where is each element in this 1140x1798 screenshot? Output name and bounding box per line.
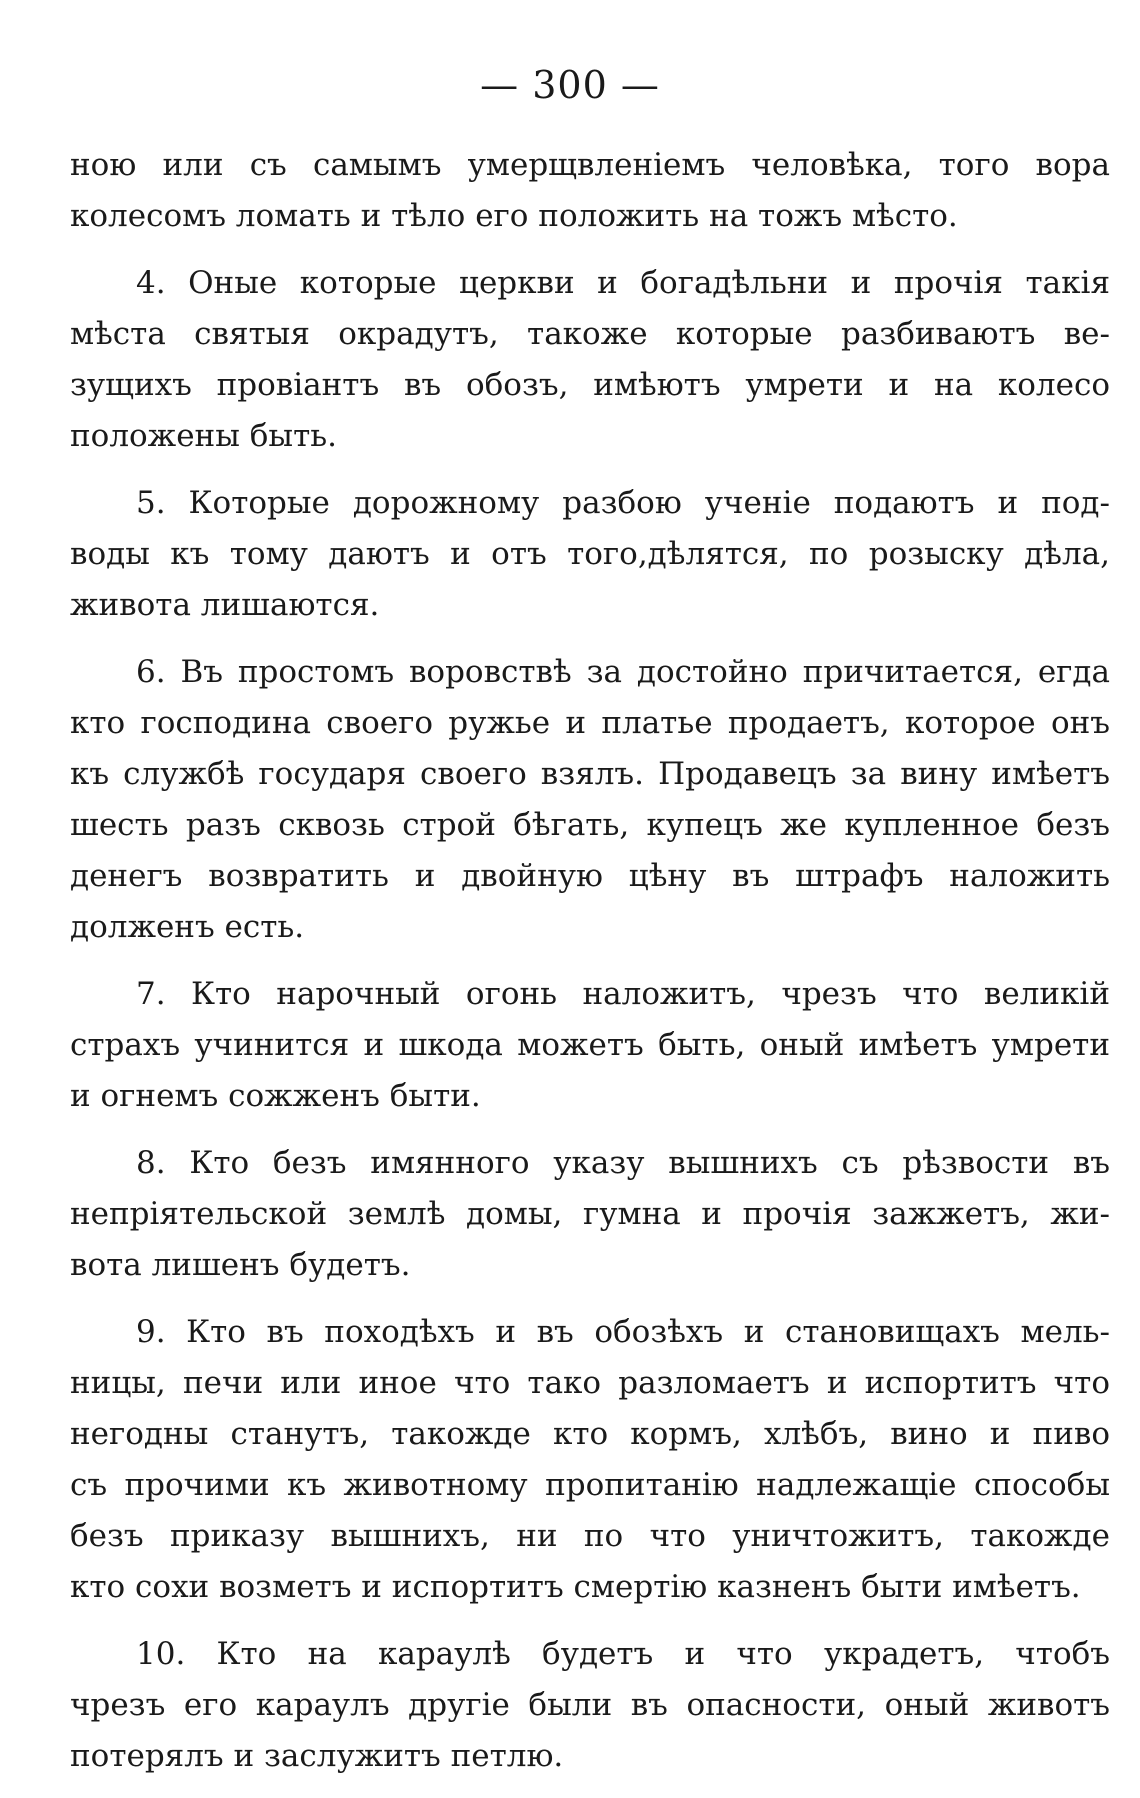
text-line: денегъ возвратить и двойную цѣну въ штрафъ наложить xyxy=(70,858,1110,894)
text-line: кто господина своего ружье и платье продаетъ, которое онъ xyxy=(70,705,1110,741)
text-line: 5. Которые дорожному разбою ученіе подаютъ и под- xyxy=(136,485,1110,521)
article-9 xyxy=(70,1307,1110,1613)
text-line: непріятельской землѣ домы, гумна и прочія зажжетъ, жи- xyxy=(70,1196,1110,1232)
article-4 xyxy=(70,258,1110,462)
text-line: колесомъ ломать и тѣло его положить на тожъ мѣсто. xyxy=(70,198,958,234)
text-line: потерялъ и заслужитъ петлю. xyxy=(70,1738,564,1774)
text-line: негодны станутъ, такожде кто кормъ, хлѣбъ, вино и пиво xyxy=(70,1416,1110,1452)
text-line: воды къ тому даютъ и отъ того,дѣлятся, по розыску дѣла, xyxy=(70,536,1110,572)
text-line: и огнемъ сожженъ быти. xyxy=(70,1078,481,1114)
page-number: — 300 — xyxy=(480,63,660,107)
paragraph-continuation xyxy=(70,140,1110,242)
text-line: ною или съ самымъ умерщвленіемъ человѣка, того вора xyxy=(70,147,1110,183)
text-line: зущихъ провіантъ въ обозъ, имѣютъ умрети и на колесо xyxy=(70,367,1110,403)
text-line: 10. Кто на караулѣ будетъ и что украдетъ, чтобъ xyxy=(136,1636,1110,1672)
text-line: 7. Кто нарочный огонь наложитъ, чрезъ что великій xyxy=(136,976,1110,1012)
article-5 xyxy=(70,478,1110,631)
text-line: вота лишенъ будетъ. xyxy=(70,1247,411,1283)
text-line: съ прочими къ животному пропитанію надлежащіе способы xyxy=(70,1467,1110,1503)
article-7 xyxy=(70,969,1110,1122)
text-line: 6. Въ простомъ воровствѣ за достойно причитается, егда xyxy=(136,654,1110,690)
article-6 xyxy=(70,647,1110,953)
text-line: положены быть. xyxy=(70,418,337,454)
text-body xyxy=(70,140,1110,1798)
text-line: живота лишаются. xyxy=(70,587,380,623)
text-line: мѣста святыя окрадутъ, такоже которые разбиваютъ ве- xyxy=(70,316,1110,352)
text-line: 9. Кто въ походѣхъ и въ обозѣхъ и становищахъ мель- xyxy=(136,1314,1110,1350)
article-10 xyxy=(70,1629,1110,1782)
text-line: кто сохи возметъ и испортитъ смертію казненъ быти имѣетъ. xyxy=(70,1569,1081,1605)
text-line: шесть разъ сквозь строй бѣгать, купецъ же купленное безъ xyxy=(70,807,1110,843)
text-line: чрезъ его караулъ другіе были въ опасности, оный животъ xyxy=(70,1687,1110,1723)
text-line: къ службѣ государя своего взялъ. Продавецъ за вину имѣетъ xyxy=(70,756,1110,792)
article-8 xyxy=(70,1138,1110,1291)
text-line: 4. Оные которые церкви и богадѣльни и прочія такія xyxy=(136,265,1110,301)
text-line: безъ приказу вышнихъ, ни по что уничтожитъ, такожде xyxy=(70,1518,1110,1554)
text-line: страхъ учинится и шкода можетъ быть, оный имѣетъ умрети xyxy=(70,1027,1110,1063)
text-line: ницы, печи или иное что тако разломаетъ и испортитъ что xyxy=(70,1365,1110,1401)
text-line: долженъ есть. xyxy=(70,909,305,945)
text-line: 8. Кто безъ имянного указу вышнихъ съ рѣзвости въ xyxy=(136,1145,1110,1181)
